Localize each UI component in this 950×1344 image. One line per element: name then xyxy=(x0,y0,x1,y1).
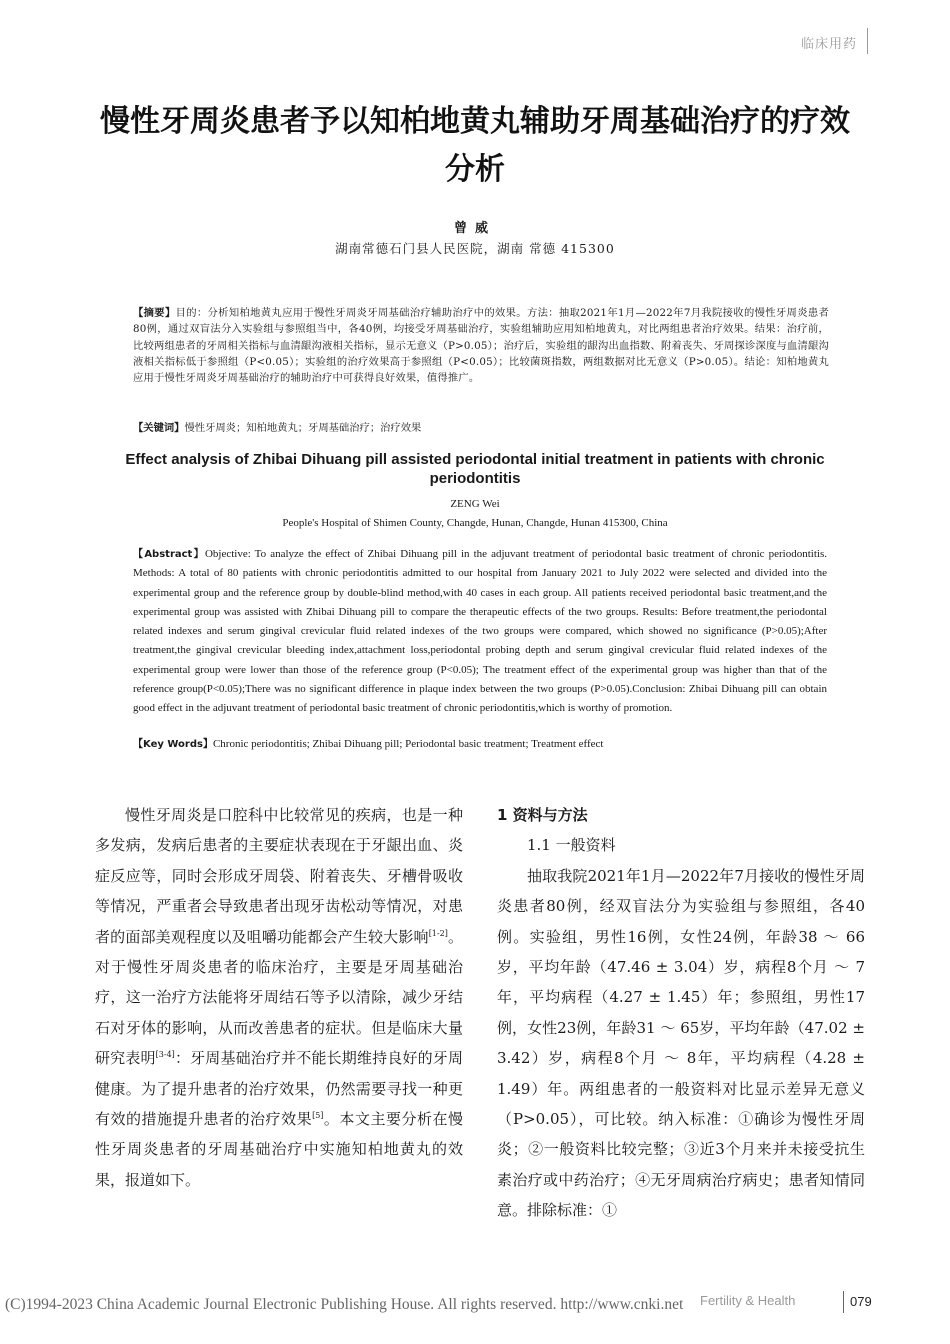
page-number: 079 xyxy=(850,1294,872,1309)
affiliation-en: People's Hospital of Shimen County, Changde, Hunan, Changde, Hunan 415300, China xyxy=(282,517,668,529)
affiliation-cn: 湖南常德石门县人民医院，湖南 常德 415300 xyxy=(335,241,615,256)
abstract-en xyxy=(133,545,827,719)
abstract-en-label: 【Abstract】 xyxy=(133,549,205,560)
abstract-cn-label: 【摘要】 xyxy=(133,307,176,319)
keywords-cn-label: 【关键词】 xyxy=(133,422,185,434)
intro-text-3: ：牙周基础治疗并不能长期维持良好的牙周健康。为了提升患者的治疗效果，仍然需要寻找一种更有效的措施提升患者的治疗效果 xyxy=(95,1049,463,1129)
journal-name: Fertility & Health xyxy=(700,1293,796,1308)
intro-text-2: 。对于慢性牙周炎患者的临床治疗，主要是牙周基础治疗，这一治疗方法能将牙周结石等予以清除，减少牙结石对牙体的影响，从而改善患者的症状。但是临床大量研究表明 xyxy=(95,927,463,1068)
body-column-left xyxy=(95,800,463,1195)
methods-paragraph: 抽取我院2021年1月—2022年7月接收的慢性牙周炎患者80例，经双盲法分为实验组与参照组，各40例。实验组，男性16例，女性24例，年龄38 ～ 66岁，平均年龄（47.46 ± 3.04）岁，病程8个月 ～ 7年，平均病程（4.27 ± 1.45）年；参照组，男性17例，女性23例，年龄31 ～ 65岁，平均年龄（47.02 ± 3.42）岁，病程8个月 ～ 8年，平均病程（4.28 ± 1.49）年。两组患者的一般资料对比显示差异无意义（P>0.05），可比较。纳入标准：①确诊为慢性牙周炎；②一般资料比较完整；③近3个月来并未接受抗生素治疗或中药治疗；④无牙周病治疗病史；患者知情同意。排除标准：① xyxy=(497,866,865,1220)
keywords-en xyxy=(133,736,827,753)
citation-1: [1-2] xyxy=(428,928,448,938)
keywords-en-label: 【Key Words】 xyxy=(133,739,213,750)
section-heading: 1 资料与方法 xyxy=(497,806,588,824)
abstract-en-text: Objective: To analyze the effect of Zhibai Dihuang pill in the adjuvant treatment of periodontal basic treatment of chronic periodontitis. Methods: A total of 80 patients with chronic periodontitis admitted to our hospital from January 2021 to July 2022 were selected and divided into the experimental group and the reference group by double-blind method,with 40 cases in each group. All patients received periodontal basic treatment,and the experimental group was assisted with Zhibai Dihuang pill to compare the therapeutic effects of the two groups. Results: Before treatment,the periodontal related indexes and serum gingival crevicular fluid related indexes of the two groups were compared, which showed no significance (P>0.05);After treatment,the gingival crevicular bleeding index,attachment loss,periodontal probing depth and serum gingival crevicular fluid related indexes of the experimental group were lower than those of the reference group (P<0.05); The treatment effect of the experimental group was higher than that of the reference group(P<0.05);There was no significant difference in plaque index between the two groups (P>0.05).Conclusion: Zhibai Dihuang pill can obtain good effect in the adjuvant treatment of periodontal basic treatment of chronic periodontitis,which is worthy of promotion. xyxy=(133,548,827,715)
copyright-notice: (C)1994-2023 China Academic Journal Electronic Publishing House. All rights reserved. http://www.cnki.net xyxy=(5,1296,684,1313)
keywords-cn-text: 慢性牙周炎；知柏地黄丸；牙周基础治疗；治疗效果 xyxy=(184,422,422,434)
keywords-cn xyxy=(133,420,829,436)
footer-divider xyxy=(843,1291,844,1313)
body-column-right xyxy=(497,800,865,1226)
citation-3: [5] xyxy=(312,1111,324,1121)
author-cn: 曾威 xyxy=(453,221,496,236)
abstract-cn-text: 目的：分析知柏地黄丸应用于慢性牙周炎牙周基础治疗辅助治疗中的效果。方法：抽取2021年1月—2022年7月我院接收的慢性牙周炎患者80例，通过双盲法分入实验组与参照组当中，各40例，均接受牙周基础治疗，实验组辅助应用知柏地黄丸，对比两组患者治疗效果。结果：治疗前，比较两组患者的牙周相关指标与血清龈沟液相关指标，显示无意义（P>0.05）；治疗后，实验组的龈沟出血指数、附着丧失、牙周探诊深度与血清龈沟液相关指标低于参照组（P<0.05）；实验组的治疗效果高于参照组（P<0.05）；比较菌斑指数，两组数据对比无意义（P>0.05）。结论：知柏地黄丸应用于慢性牙周炎牙周基础治疗的辅助治疗中可获得良好效果，值得推广。 xyxy=(133,307,829,385)
header-divider xyxy=(867,28,868,54)
section-label: 临床用药 xyxy=(800,37,857,52)
subsection-heading: 1.1 一般资料 xyxy=(527,836,616,855)
author-en: ZENG Wei xyxy=(450,498,500,510)
intro-paragraph xyxy=(95,800,463,1195)
article-title-en: Effect analysis of Zhibai Dihuang pill assisted periodontal initial treatment in patients with chronic periodontitis xyxy=(125,451,825,487)
intro-text-1: 慢性牙周炎是口腔科中比较常见的疾病，也是一种多发病，发病后患者的主要症状表现在于牙龈出血、炎症反应等，同时会形成牙周袋、附着丧失、牙槽骨吸收等情况，严重者会导致患者出现牙齿松动等情况，对患者的面部美观程度以及咀嚼功能都会产生较大影响 xyxy=(95,806,463,946)
article-title-cn: 慢性牙周炎患者予以知柏地黄丸辅助牙周基础治疗的疗效分析 xyxy=(100,104,850,187)
keywords-en-text: Chronic periodontitis; Zhibai Dihuang pill; Periodontal basic treatment; Treatment effect xyxy=(212,738,604,750)
citation-2: [3-4] xyxy=(155,1050,175,1060)
abstract-cn xyxy=(133,305,829,386)
intro-text-4: 。本文主要分析在慢性牙周炎患者的牙周基础治疗中实施知柏地黄丸的效果，报道如下。 xyxy=(95,1110,463,1189)
